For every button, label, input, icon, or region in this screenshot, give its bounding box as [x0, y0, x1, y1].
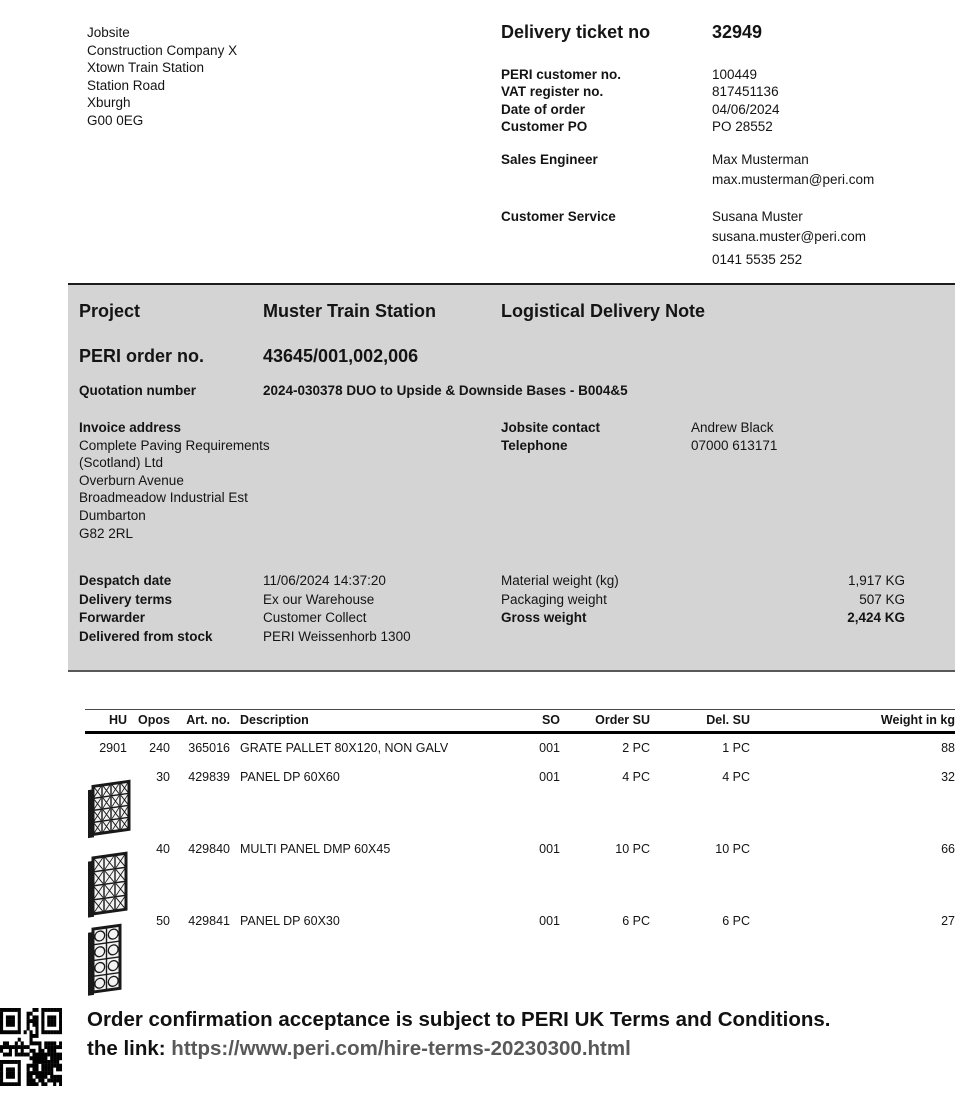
packaging-weight-row: Packaging weight 507 KG [501, 591, 905, 607]
col-header-art-no: Art. no. [186, 713, 230, 727]
quotation-value: 2024-030378 DUO to Upside & Downside Bases - B004&5 [263, 383, 628, 398]
col-header-weight: Weight in kg [880, 713, 955, 727]
jobsite-contact-phone: 07000 613171 [691, 438, 778, 453]
ticket-number: 32949 [712, 22, 763, 42]
sales-engineer-email: max.musterman@peri.com [712, 172, 875, 187]
table-row: 40 429840 MULTI PANEL DMP 60X45 001 10 PC 10 PC 66 [85, 835, 955, 907]
ticket-fields [501, 66, 959, 136]
project-label: Project [79, 301, 141, 321]
sales-engineer-name: Max Musterman [712, 152, 809, 167]
invoice-address-line: Overburn Avenue [79, 472, 184, 488]
field-peri-customer-no: PERI customer no. 100449 [501, 67, 758, 82]
jobsite-address-line: Xburgh [87, 95, 131, 111]
jobsite-address-line: Xtown Train Station [87, 60, 205, 76]
col-header-so: SO [541, 713, 560, 727]
invoice-address-line: Broadmeadow Industrial Est [79, 490, 248, 506]
despatch-date-row: Despatch date 11/06/2024 14:37:20 [79, 573, 386, 588]
jobsite-address-line: Station Road [87, 77, 166, 93]
telephone-row: Telephone 07000 613171 [501, 438, 778, 453]
table-row: 2901 240 365016 GRATE PALLET 80X120, NON GALV 001 2 PC 1 PC 88 [99, 741, 955, 755]
qr-code-icon [0, 1008, 62, 1086]
terms-link-line [87, 1035, 830, 1064]
invoice-address-block [79, 419, 270, 542]
forwarder-row: Forwarder Customer Collect [79, 610, 367, 626]
jobsite-contact-row: Jobsite contact Andrew Black [501, 420, 774, 435]
invoice-address-label: Invoice address [79, 420, 182, 435]
col-header-order-su: Order SU [595, 713, 650, 727]
delivered-from-stock-row: Delivered from stock PERI Weissenhorb 1300 [79, 629, 411, 645]
peri-order-value: 43645/001,002,006 [263, 346, 419, 366]
terms-line: Order confirmation acceptance is subject to PERI UK Terms and Conditions. [87, 1008, 831, 1031]
sales-engineer-block: Sales Engineer Max Musterman max.musterman@peri.com [501, 150, 959, 190]
invoice-address-line: Complete Paving Requirements [79, 437, 270, 453]
jobsite-contact-block [501, 419, 777, 455]
jobsite-contact-name: Andrew Black [691, 420, 774, 435]
invoice-address-line: G82 2RL [79, 525, 134, 541]
items-table [85, 709, 955, 989]
project-value: Muster Train Station [263, 301, 437, 321]
customer-service-email: susana.muster@peri.com [712, 229, 867, 244]
jobsite-address [87, 24, 237, 130]
field-customer-po: Customer PO PO 28552 [501, 119, 773, 135]
table-row: 30 429839 PANEL DP 60X60 001 4 PC 4 PC 32 [85, 763, 955, 835]
ticket-title [501, 22, 959, 43]
ticket-title-label: Delivery ticket no [501, 22, 651, 42]
col-header-opos: Opos [138, 713, 170, 727]
customer-service-name: Susana Muster [712, 209, 803, 224]
peri-order-label: PERI order no. [79, 346, 205, 366]
col-header-hu: HU [108, 713, 127, 727]
col-header-del-su: Del. SU [706, 713, 750, 727]
customer-service-block: Customer Service Susana Muster susana.muster@peri.com 0141 5535 252 [501, 207, 959, 270]
doc-type-title: Logistical Delivery Note [501, 301, 706, 321]
material-weight-row: Material weight (kg) 1,917 KG [501, 573, 905, 588]
customer-service-phone: 0141 5535 252 [712, 252, 803, 267]
terms-link-url[interactable]: https://www.peri.com/hire-terms-20230300.html [171, 1036, 631, 1060]
ticket-header [501, 22, 959, 267]
weights-block [501, 572, 905, 628]
despatch-block [79, 572, 411, 647]
jobsite-address-line: G00 0EG [87, 112, 144, 128]
table-row: 50 429841 PANEL DP 60X30 001 6 PC 6 PC 27 [85, 907, 955, 989]
link-label: the link: [87, 1036, 166, 1060]
field-date-of-order: Date of order 04/06/2024 [501, 101, 780, 117]
invoice-address-line: Dumbarton [79, 507, 146, 523]
formwork-panel-icon [85, 779, 131, 839]
formwork-panel-icon [85, 923, 122, 998]
gross-weight-row: Gross weight 2,424 KG [501, 610, 905, 626]
project-summary-box [68, 283, 955, 672]
jobsite-address-line: Construction Company X [87, 42, 238, 58]
jobsite-address-line: Jobsite [87, 25, 130, 40]
quotation-label: Quotation number [79, 383, 196, 398]
field-vat-register-no: VAT register no. 817451136 [501, 84, 779, 100]
terms-notice [87, 1006, 830, 1063]
invoice-address-line: (Scotland) Ltd [79, 455, 164, 471]
col-header-description: Description [240, 713, 309, 727]
delivery-terms-row: Delivery terms Ex our Warehouse [79, 591, 375, 607]
items-table-header [85, 709, 955, 734]
